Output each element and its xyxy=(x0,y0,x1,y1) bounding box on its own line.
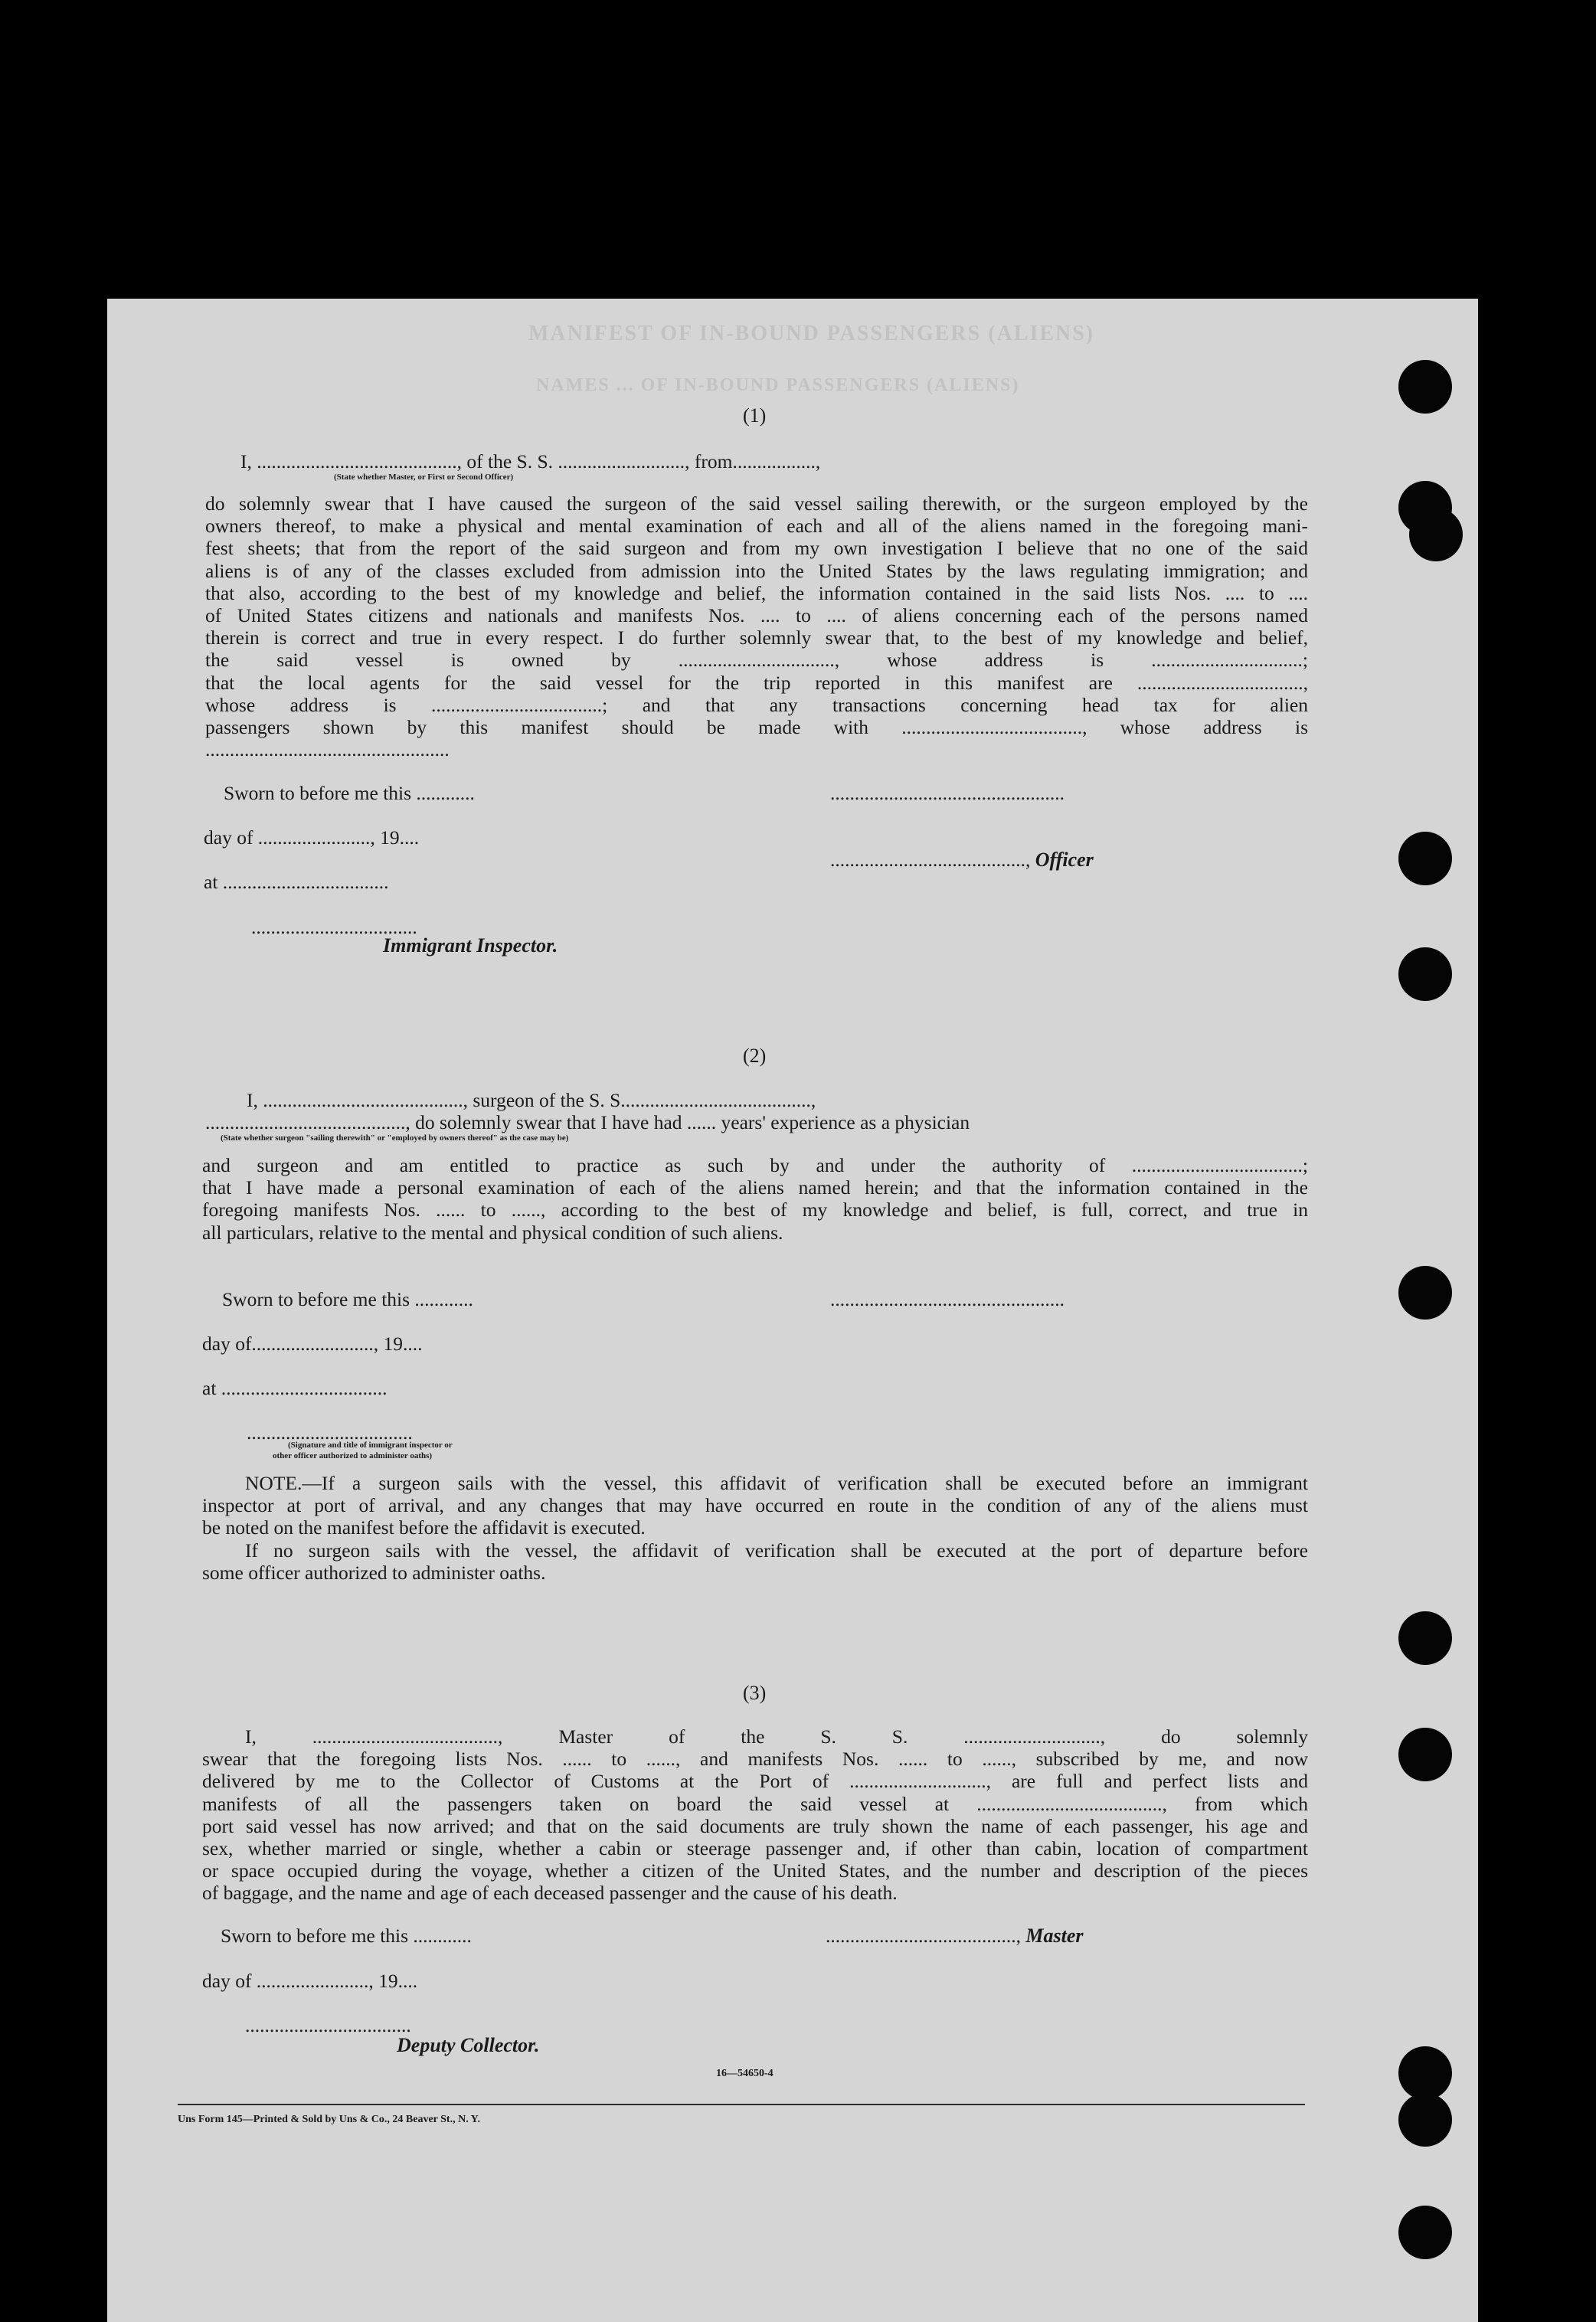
sworn-line: Sworn to before me this ............ xyxy=(222,1288,473,1310)
signature-line: .................................. xyxy=(245,2014,411,2036)
section-number: (3) xyxy=(743,1682,767,1704)
printer-footer: Uns Form 145—Printed & Sold by Uns & Co., 24 Beaver St., N. Y. xyxy=(178,2114,480,2125)
punch-hole xyxy=(1398,2093,1452,2147)
section-number: (2) xyxy=(743,1045,767,1067)
field-caption: other officer authorized to administer oaths) xyxy=(273,1451,433,1460)
punch-hole xyxy=(1398,2046,1452,2100)
signature-line: .................................. xyxy=(247,1421,413,1444)
master-line: ......................................., Master xyxy=(826,1925,1084,1947)
punch-hole xyxy=(1398,1266,1452,1320)
field-caption: (Signature and title of immigrant inspector or xyxy=(288,1441,453,1450)
sworn-line: Sworn to before me this ............ xyxy=(221,1925,472,1947)
day-of-line: day of ......................., 19.... xyxy=(202,1970,418,1992)
oath-line: I, ........................................., of the S. S. .........................., from................., xyxy=(240,450,821,473)
signature-line: .................................. xyxy=(251,916,417,938)
field-caption: (State whether surgeon "sailing therewith" or "employed by owners thereof" as the case may be) xyxy=(221,1133,569,1143)
punch-hole xyxy=(1398,1611,1452,1665)
oath-paragraph: I, ......................................, Master of the S. S. ............................, do solemnly swear that the foregoing lists Nos. ...... to ......, and manifests Nos. ...... to ......, subscribed by me, and now delivered by me to the Collector of Customs at the Port of ............................, are full and perfect lists and manifests of all the passengers taken on board the said vessel at ......................................, from which port said vessel has now arrived; and that on the said documents are truly shown the name of each passenger, his age and sex, whether married or single, whether a cabin or steerage passenger and, if other than cabin, location of compartment or space occupied during the voyage, whether a citizen of the United States, and the number and description of the pieces of baggage, and the name and age of each deceased passenger and the cause of his death. xyxy=(202,1725,1308,1905)
day-of-line: day of........................., 19.... xyxy=(202,1333,423,1355)
day-of-line: day of ......................., 19.... xyxy=(204,826,420,849)
signature-line: ................................................ xyxy=(830,1288,1065,1310)
sworn-line: Sworn to before me this ............ xyxy=(224,782,475,804)
punch-hole xyxy=(1398,1728,1452,1781)
footer-rule xyxy=(178,2104,1305,2105)
faint-header-line: NAMES ... OF IN-BOUND PASSENGERS (ALIENS) xyxy=(536,375,1020,395)
signature-label: Deputy Collector. xyxy=(397,2034,540,2056)
oath-paragraph: do solemnly swear that I have caused the surgeon of the said vessel sailing therewith, or the surgeon employed by the owners thereof, to make a physical and mental examination of each and all of the aliens named in the foregoing mani- fest sheets; that from the report of the said surgeon and from my own investigation I believe that no one of the said aliens is of any of the classes excluded from admission into the United States by the laws regulating immigration; and that also, according to the best of my knowledge and belief, the information contained in the said lists Nos. .... to .... of United States citizens and nationals and manifests Nos. .... to .... of aliens concerning each of the persons named therein is correct and true in every respect. I do further solemnly swear that, to the best of my knowledge and belief, the said vessel is owned by ................................, whose address is ...............................; that the local agents for the said vessel for the trip reported in this manifest are .................................., whose address is ...................................; and that any transactions concerning head tax for alien passengers shown by this manifest should be made with ....................................., whose address is .................................................. xyxy=(205,492,1308,761)
signature-line: ................................................ xyxy=(830,782,1065,804)
note-paragraph: NOTE.—If a surgeon sails with the vessel, this affidavit of verification shall be executed before an immigrant inspector at port of arrival, and any changes that may have occurred en route in the condition of any of the aliens must be noted on the manifest before the affidavit is executed. If no surgeon sails with the vessel, the affidavit of verification shall be executed at the port of departure before some officer authorized to administer oaths. xyxy=(202,1472,1308,1584)
oath-line: ........................................., do solemnly swear that I have had ...... years' experience as a physician xyxy=(205,1111,970,1133)
punch-hole xyxy=(1398,2206,1452,2259)
signature-label: Immigrant Inspector. xyxy=(383,934,558,957)
punch-hole xyxy=(1398,832,1452,885)
faint-header-line: MANIFEST OF IN-BOUND PASSENGERS (ALIENS) xyxy=(528,322,1095,345)
section-number: (1) xyxy=(743,404,767,427)
form-code: 16—54650-4 xyxy=(716,2068,773,2079)
field-caption: (State whether Master, or First or Second Officer) xyxy=(334,473,514,482)
oath-paragraph: and surgeon and am entitled to practice as such by and under the authority of ...................................; that I have made a personal examination of each of the aliens named herein; and that the information contained in the foregoing manifests Nos. ...... to ......, according to the best of my knowledge and belief, is full, correct, and true in all particulars, relative to the mental and physical condition of such aliens. xyxy=(202,1154,1308,1244)
oath-line: I, ........................................., surgeon of the S. S......................................., xyxy=(247,1089,816,1111)
punch-hole xyxy=(1398,947,1452,1001)
officer-line: ........................................, Officer xyxy=(830,849,1094,871)
at-line: at .................................. xyxy=(202,1377,388,1399)
at-line: at .................................. xyxy=(204,871,389,893)
punch-hole xyxy=(1398,360,1452,414)
punch-hole xyxy=(1409,508,1463,561)
